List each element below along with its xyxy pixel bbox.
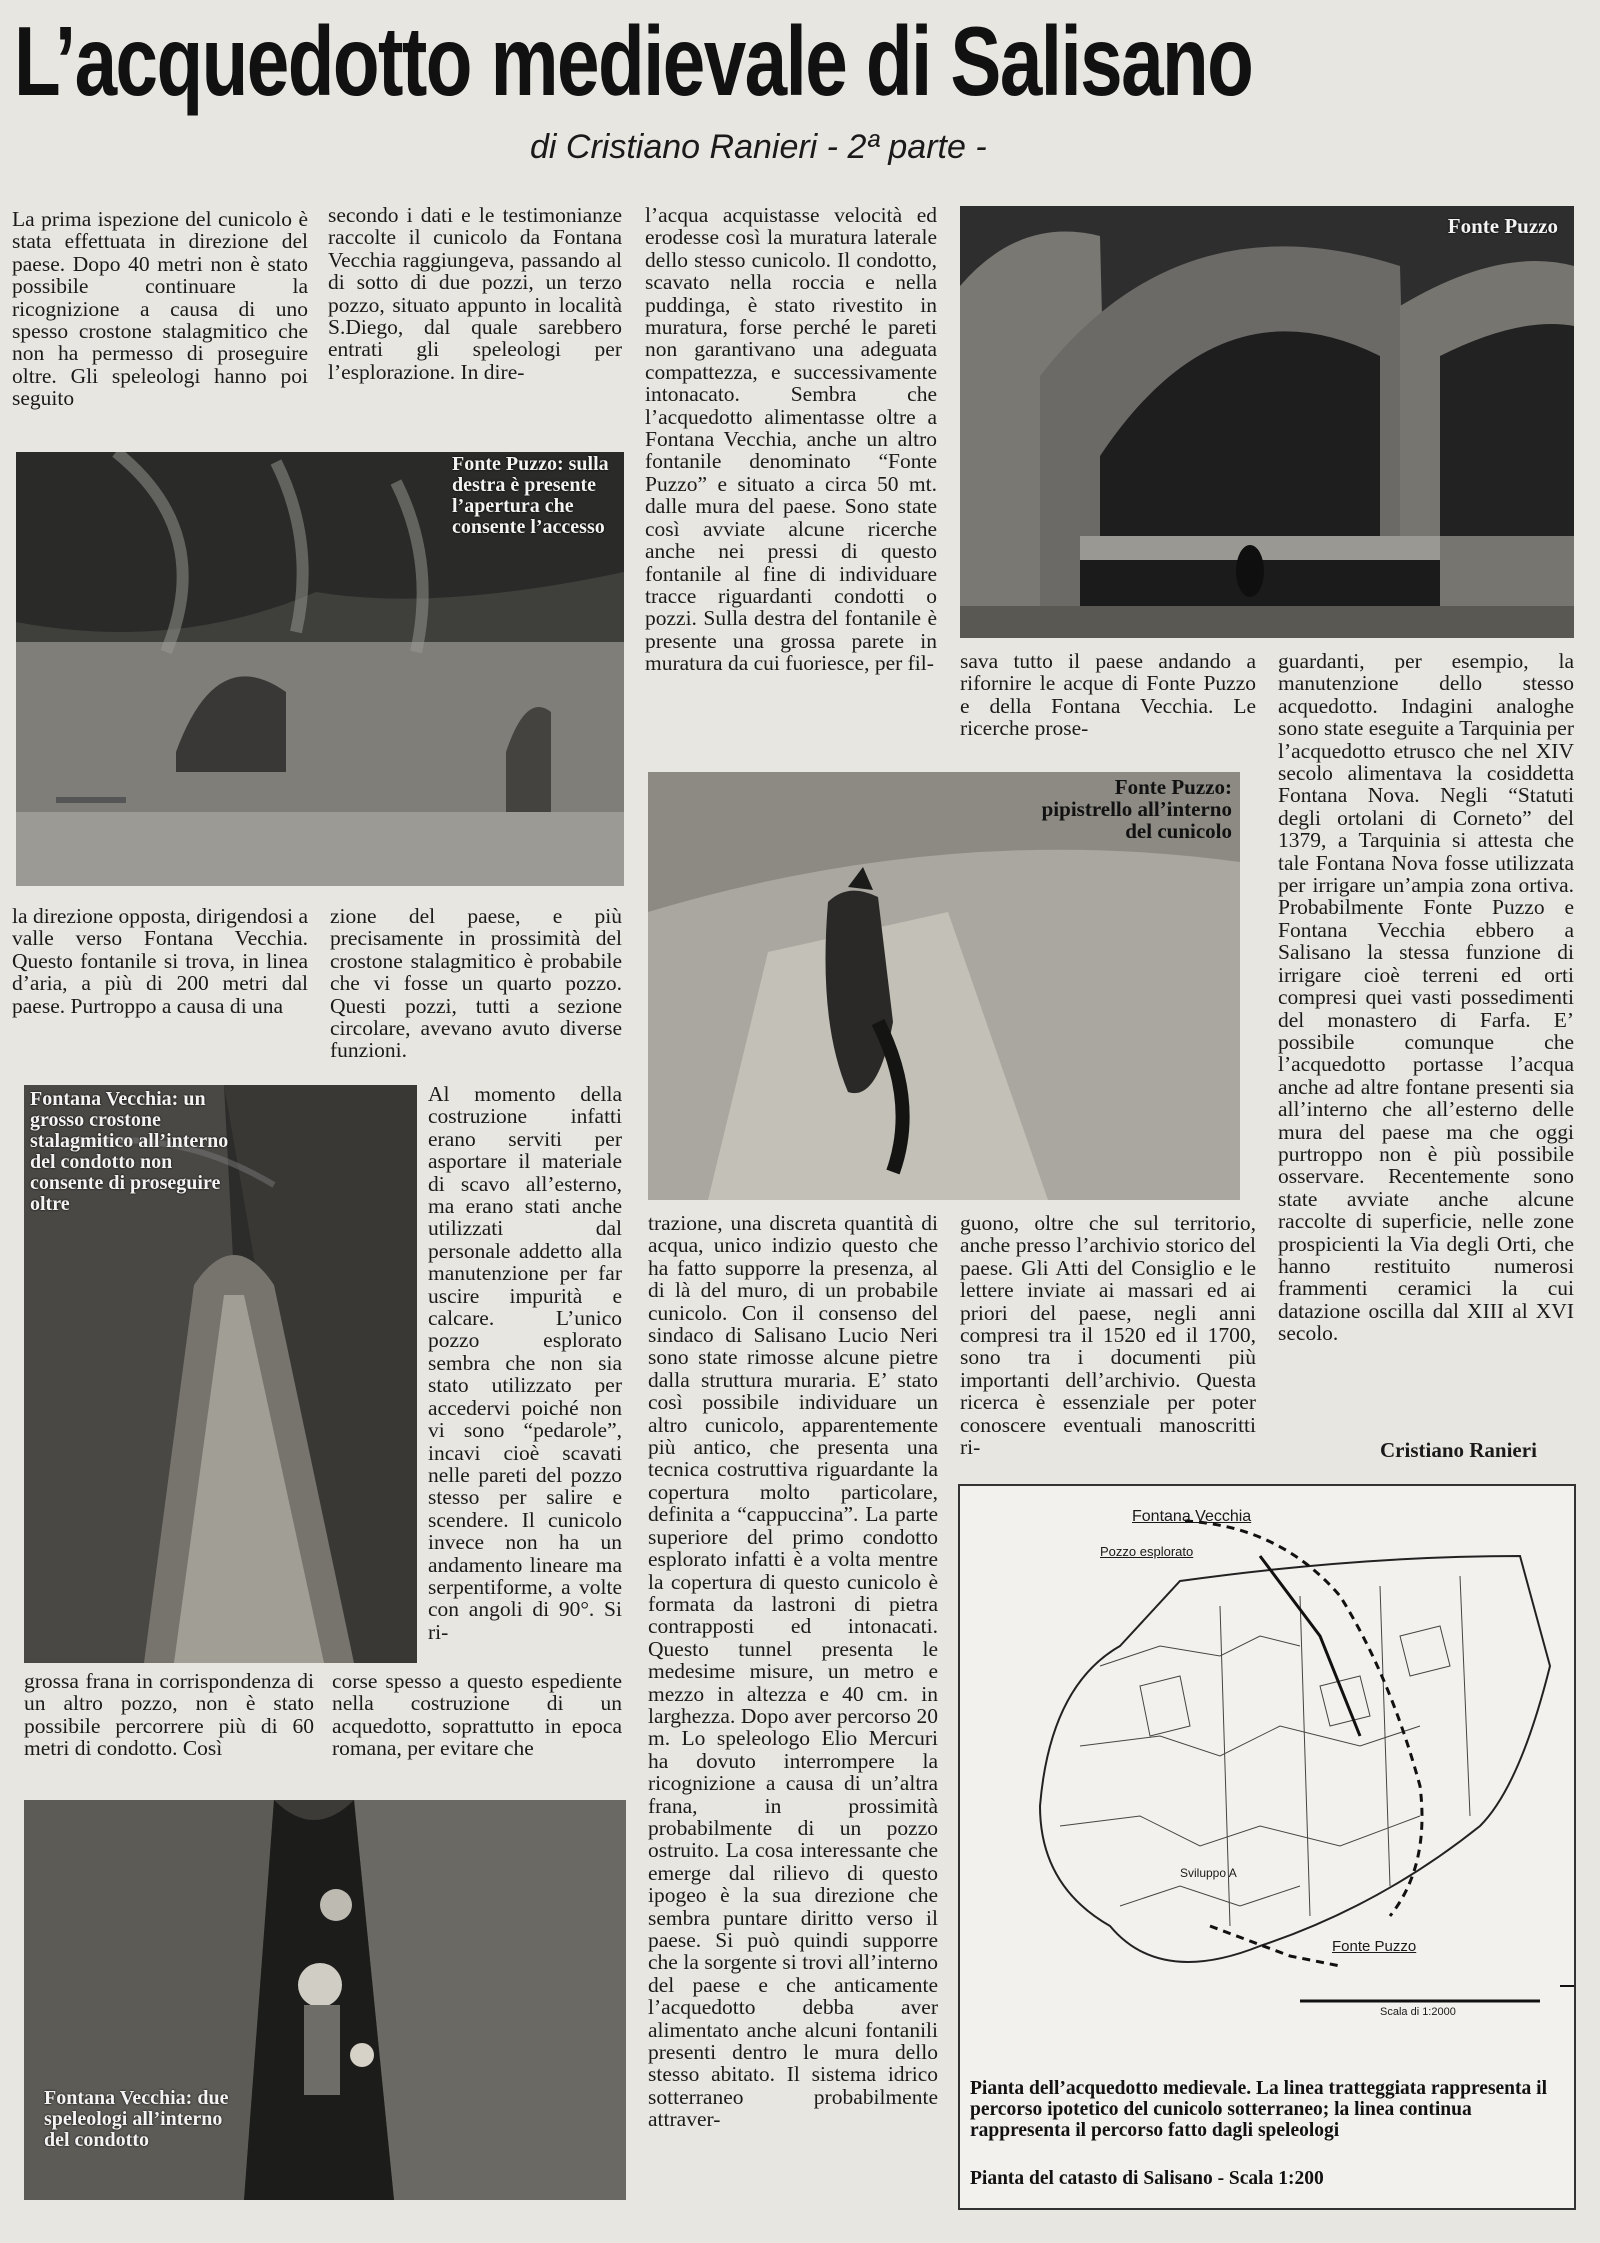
map-label-fonte-puzzo: Fonte Puzzo xyxy=(1332,1938,1417,1955)
caption-pipistrello: Fonte Puzzo: pipistrello all’interno del cunicolo xyxy=(1041,775,1232,843)
photo-fonte-puzzo-wall xyxy=(16,452,624,886)
cadastral-map xyxy=(960,1486,1574,2026)
col3b-left-text: sava tutto il paese andando a rifornire le acque di Fonte Puzzo e della Fontana Vecchia. Le ricerche prose- xyxy=(960,649,1256,741)
col1-bottom-text: grossa frana in corrispondenza di un altro pozzo, non è stato possibile percorrere più di 60 metri di condotto. Così xyxy=(24,1669,314,1761)
col3-top-text: l’acqua acquistasse velocità ed erodesse così la muratura laterale dello stesso cunicolo. Il condotto, scavato nella roccia e nella puddinga, è stato rivestito in muratura, forse perché le pareti non garantivano una adeguata compattezza, e successivamente intonacato. Sembra che l’acquedotto alimentasse oltre a Fontana Vecchia, anche un altro fontanile denominato “Fonte Puzzo” e situato a circa 50 mt. dalle mura del paese. Sono state così avviate alcune ricerche anche nei pressi di questo fontanile al fine di individuare tracce riguardanti condotti o pozzi. Sulla destra del fontanile è presente una grossa parete in muratura da cui fuoriesce, per fil- xyxy=(645,203,937,676)
photo-fonte-puzzo-arch xyxy=(960,206,1574,638)
photo-fontana-vecchia-crostone xyxy=(24,1085,417,1663)
author-signature: Cristiano Ranieri xyxy=(1380,1438,1537,1462)
caption-fonte-puzzo-apertura: Fonte Puzzo: sulla destra è presente l’apertura che consente l’accesso xyxy=(452,453,609,538)
col2-top-text: secondo i dati e le testimonianze raccolte il cunicolo da Fontana Vecchia raggiungeva, passando al di sotto di due pozzi, un terzo pozzo, situato appunto in località S.Diego, dal quale sarebbero entrati gli speleologi per l’esplorazione. In dire- xyxy=(328,203,622,384)
col4-bottom-text: guono, oltre che sul territorio, anche presso l’archivio storico del paese. Gli Atti del Consiglio e le lettere inviate ai massari ed ai priori del paese, negli anni compresi tra il 1520 ed il 1700, sono tra i documenti più importanti dell’archivio. Questa ricerca è essenziale per poter conoscere eventuali manoscritti ri- xyxy=(960,1211,1256,1460)
col3-bottom-text: trazione, una discreta quantità di acqua, unico indizio questo che ha fatto supporre la presenza, al di là del muro, di un probabile cunicolo. Con il consenso del sindaco di Salisano Lucio Neri sono state rimosse alcune pietre dalla struttura muraria. E’ stato così possibile individuare un altro cunicolo, apparentemente più antico, che presenta una tecnica costruttiva riguardante la copertura molto particolare, definita a “cappuccina”. La parte superiore del primo condotto esplorato infatti è a volta mentre la copertura di questo cunicolo è formata da lastroni di pietra contrapposti ed intonacati. Questo tunnel presenta le medesime misure, un metro e mezzo in altezza e 40 cm. in larghezza. Dopo aver percorso 20 m. Lo speleologo Elio Mercuri ha dovuto interrompere la ricognizione a causa di un’altra frana, in prossimità probabilmente di un pozzo ostruito. La cosa interessante che emerge dal rilievo di questo ipogeo è la sua direzione che sembra puntare diritto verso il paese. Si può quindi supporre che la sorgente si trovi all’interno del paese e che anticamente l’acquedotto debba aver alimentato anche alcuni fontanili presenti dentro le mura dello stesso abitato. Il sistema idrico sotterraneo probabilmente attraver- xyxy=(648,1211,938,2132)
col2-bottom-text: corse spesso a questo espediente nella costruzione di un acquedotto, soprattutto in epoca romana, per evitare che xyxy=(332,1669,622,1761)
map-caption-scale: Pianta del catasto di Salisano - Scala 1:200 xyxy=(970,2168,1324,2189)
map-label-fontana-vecchia: Fontana Vecchia xyxy=(1132,1508,1252,1525)
map-label-pozzo-esplorato: Pozzo esplorato xyxy=(1100,1544,1194,1559)
caption-fontana-vecchia-speleologi: Fontana Vecchia: due speleologi all’interno del condotto xyxy=(44,2087,229,2151)
col2-narrow-text: Al momento della costruzione infatti erano serviti per asportare il materiale di scavo all’esterno, ma erano stati anche utilizzati dal personale addetto alla manutenzione per far uscire impurità e calcare. L’unico pozzo esplorato sembra che non sia stato utilizzato per accedervi poiché non vi sono “pedarole”, incavi cioè scavati nelle pareti del pozzo stesso per salire e scendere. Il cunicolo invece non ha un andamento lineare ma serpentiforme, a volte con angoli di 90°. Si ri- xyxy=(428,1082,622,1644)
caption-fonte-puzzo: Fonte Puzzo xyxy=(1447,214,1558,238)
col1-mid-text: la direzione opposta, dirigendosi a valle verso Fontana Vecchia. Questo fontanile si trova, in linea d’aria, a più di 200 metri dal paese. Purtroppo a causa di una xyxy=(12,904,308,1018)
col2-mid-text: zione del paese, e più precisamente in prossimità del crostone stalagmitico è probabile che vi fosse un quarto pozzo. Questi pozzi, tutti a sezione circolare, avevano avuto diverse funzioni. xyxy=(330,904,622,1063)
photo-pipistrello xyxy=(648,772,1240,1200)
col1-top-text: La prima ispezione del cunicolo è stata effettuata in direzione del paese. Dopo 40 metri non è stato possibile continuare la ricognizione a causa di uno spesso crostone stalagmitico che non ha permesso di proseguire oltre. Gli speleologi hanno poi seguito xyxy=(12,207,308,411)
map-label-sviluppo: Sviluppo A xyxy=(1180,1866,1237,1880)
map-caption: Pianta dell’acquedotto medievale. La linea tratteggiata rappresenta il percorso ipotetico del cunicolo sotterraneo; la linea continua rappresenta il percorso fatto dagli speleologi xyxy=(970,2078,1547,2141)
photo-fontana-vecchia-speleologi xyxy=(24,1800,626,2200)
article-title: L’acquedotto medievale di Salisano xyxy=(14,6,1253,116)
map-scale-text: Scala di 1:2000 xyxy=(1380,2006,1456,2018)
arch-photo-graphic xyxy=(960,206,1574,638)
map-panel xyxy=(958,1484,1576,2210)
caption-fontana-vecchia-crostone: Fontana Vecchia: un grosso crostone stalagmitico all’interno del condotto non consente di proseguire oltre xyxy=(30,1088,229,1215)
byline: di Cristiano Ranieri - 2ª parte - xyxy=(530,128,987,166)
col4-mid-text: guardanti, per esempio, la manutenzione dello stesso acquedotto. Indagini analoghe sono state eseguite a Tarquinia per l’acquedotto etrusco che nel XIV secolo alimentava la cosiddetta Fontana Nova. Negli “Statuti degli ortolani di Corneto” del 1379, a Tarquinia si attesta che tale Fontana Nova fosse utilizzata per irrigare un’ampia zona ortiva. Probabilmente Fonte Puzzo e Fontana Vecchia ebbero a Salisano la stessa funzione di irrigare cioè terreni ed orti compresi quei vasti possedimenti del monastero di Farfa. E’ possibile comunque che l’acquedotto portasse l’acqua anche ad altre fontane presenti sia all’interno che all’esterno delle mura del paese ma che oggi purtroppo non è più possibile osservare. Recentemente sono state avviate anche alcune raccolte di superficie, nelle zone prospicienti la Via degli Orti, che hanno restituito numerosi frammenti ceramici la cui datazione oscilla dal XIII al XVI secolo. xyxy=(1278,649,1575,1346)
